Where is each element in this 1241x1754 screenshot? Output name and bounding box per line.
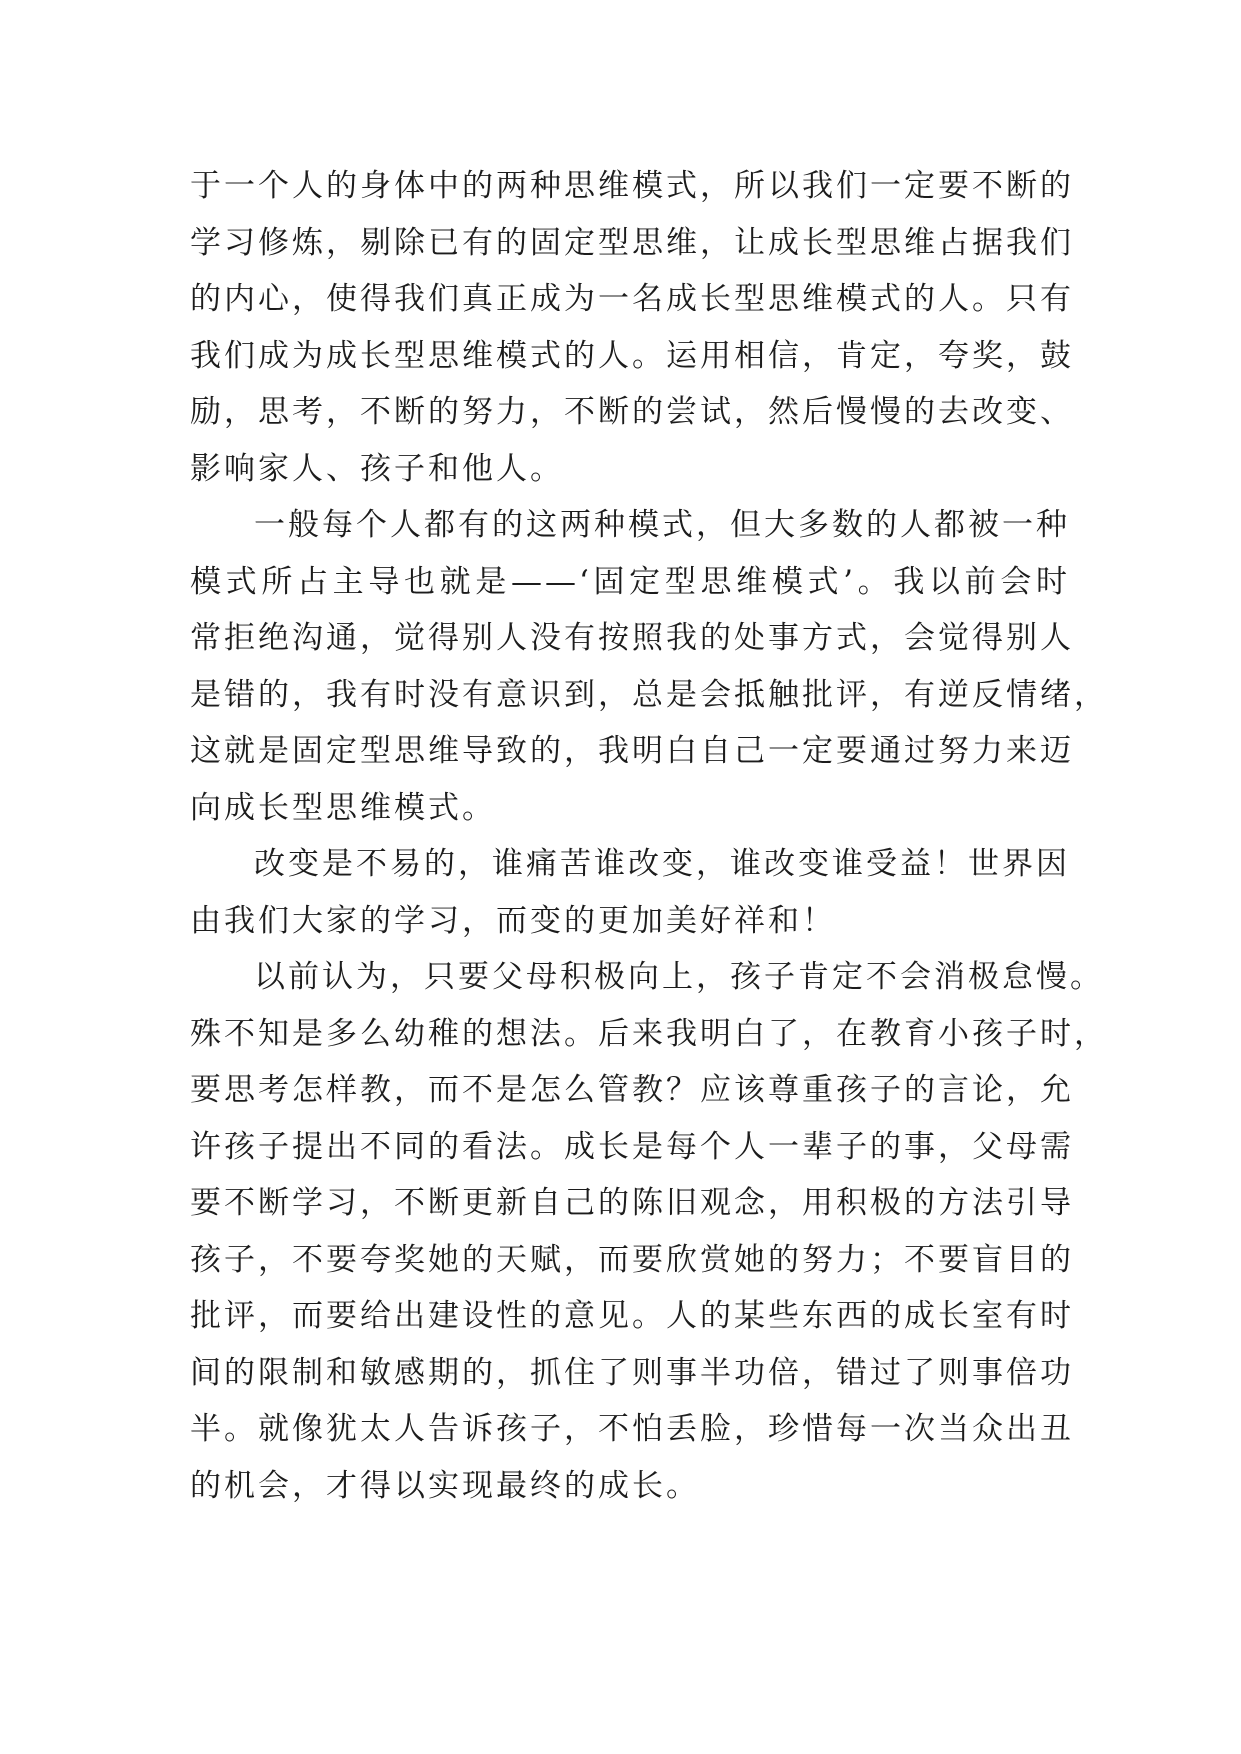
paragraph-2 [190,497,1108,836]
paragraph-4 [190,949,1108,1514]
text-line: 由我们大家的学习，而变的更加美好祥和！ [190,902,836,939]
text-line: 模式所占主导也就是——‘固定型思维模式’。我以前会时 [190,563,1070,600]
text-line: 孩子，不要夸奖她的天赋，而要欣赏她的努力；不要盲目的 [190,1241,1074,1278]
text-line: 间的限制和敏感期的，抓住了则事半功倍，错过了则事倍功 [190,1354,1074,1391]
text-line: 改变是不易的，谁痛苦谁改变，谁改变谁受益！世界因 [254,846,1070,882]
text-line: 常拒绝沟通，觉得别人没有按照我的处事方式，会觉得别人 [190,620,1074,656]
paragraph-3 [190,836,1070,949]
paragraph-1 [190,158,1074,497]
text-line: 我们成为成长型思维模式的人。运用相信，肯定，夸奖，鼓 [190,337,1074,374]
text-line: 励，思考，不断的努力，不断的尝试，然后慢慢的去改变、 [190,394,1074,430]
text-line: 向成长型思维模式。 [190,789,496,826]
text-line: 许孩子提出不同的看法。成长是每个人一辈子的事，父母需 [190,1128,1074,1165]
text-line: 的机会，才得以实现最终的成长。 [190,1467,700,1504]
text-line: 半。就像犹太人告诉孩子，不怕丢脸，珍惜每一次当众出丑 [190,1411,1074,1447]
text-line: 批评，而要给出建设性的意见。人的某些东西的成长室有时 [190,1298,1074,1334]
text-line: 学习修炼，剔除已有的固定型思维，让成长型思维占据我们 [190,224,1074,261]
text-line: 以前认为，只要父母积极向上，孩子肯定不会消极怠慢。 [254,959,1104,995]
text-line: 要不断学习，不断更新自己的陈旧观念，用积极的方法引导 [190,1185,1074,1221]
text-line: 于一个人的身体中的两种思维模式，所以我们一定要不断的 [190,168,1074,204]
text-line: 的内心，使得我们真正成为一名成长型思维模式的人。只有 [190,281,1074,317]
text-line: 是错的，我有时没有意识到，总是会抵触批评，有逆反情绪， [190,676,1108,713]
body-text [190,158,1108,1514]
text-line: 一般每个人都有的这两种模式，但大多数的人都被一种 [254,507,1070,543]
text-line: 这就是固定型思维导致的，我明白自己一定要通过努力来迈 [190,733,1074,769]
text-line: 影响家人、孩子和他人。 [190,450,564,487]
text-line: 要思考怎样教，而不是怎么管教？应该尊重孩子的言论，允 [190,1072,1074,1108]
text-line: 殊不知是多么幼稚的想法。后来我明白了，在教育小孩子时， [190,1015,1108,1052]
